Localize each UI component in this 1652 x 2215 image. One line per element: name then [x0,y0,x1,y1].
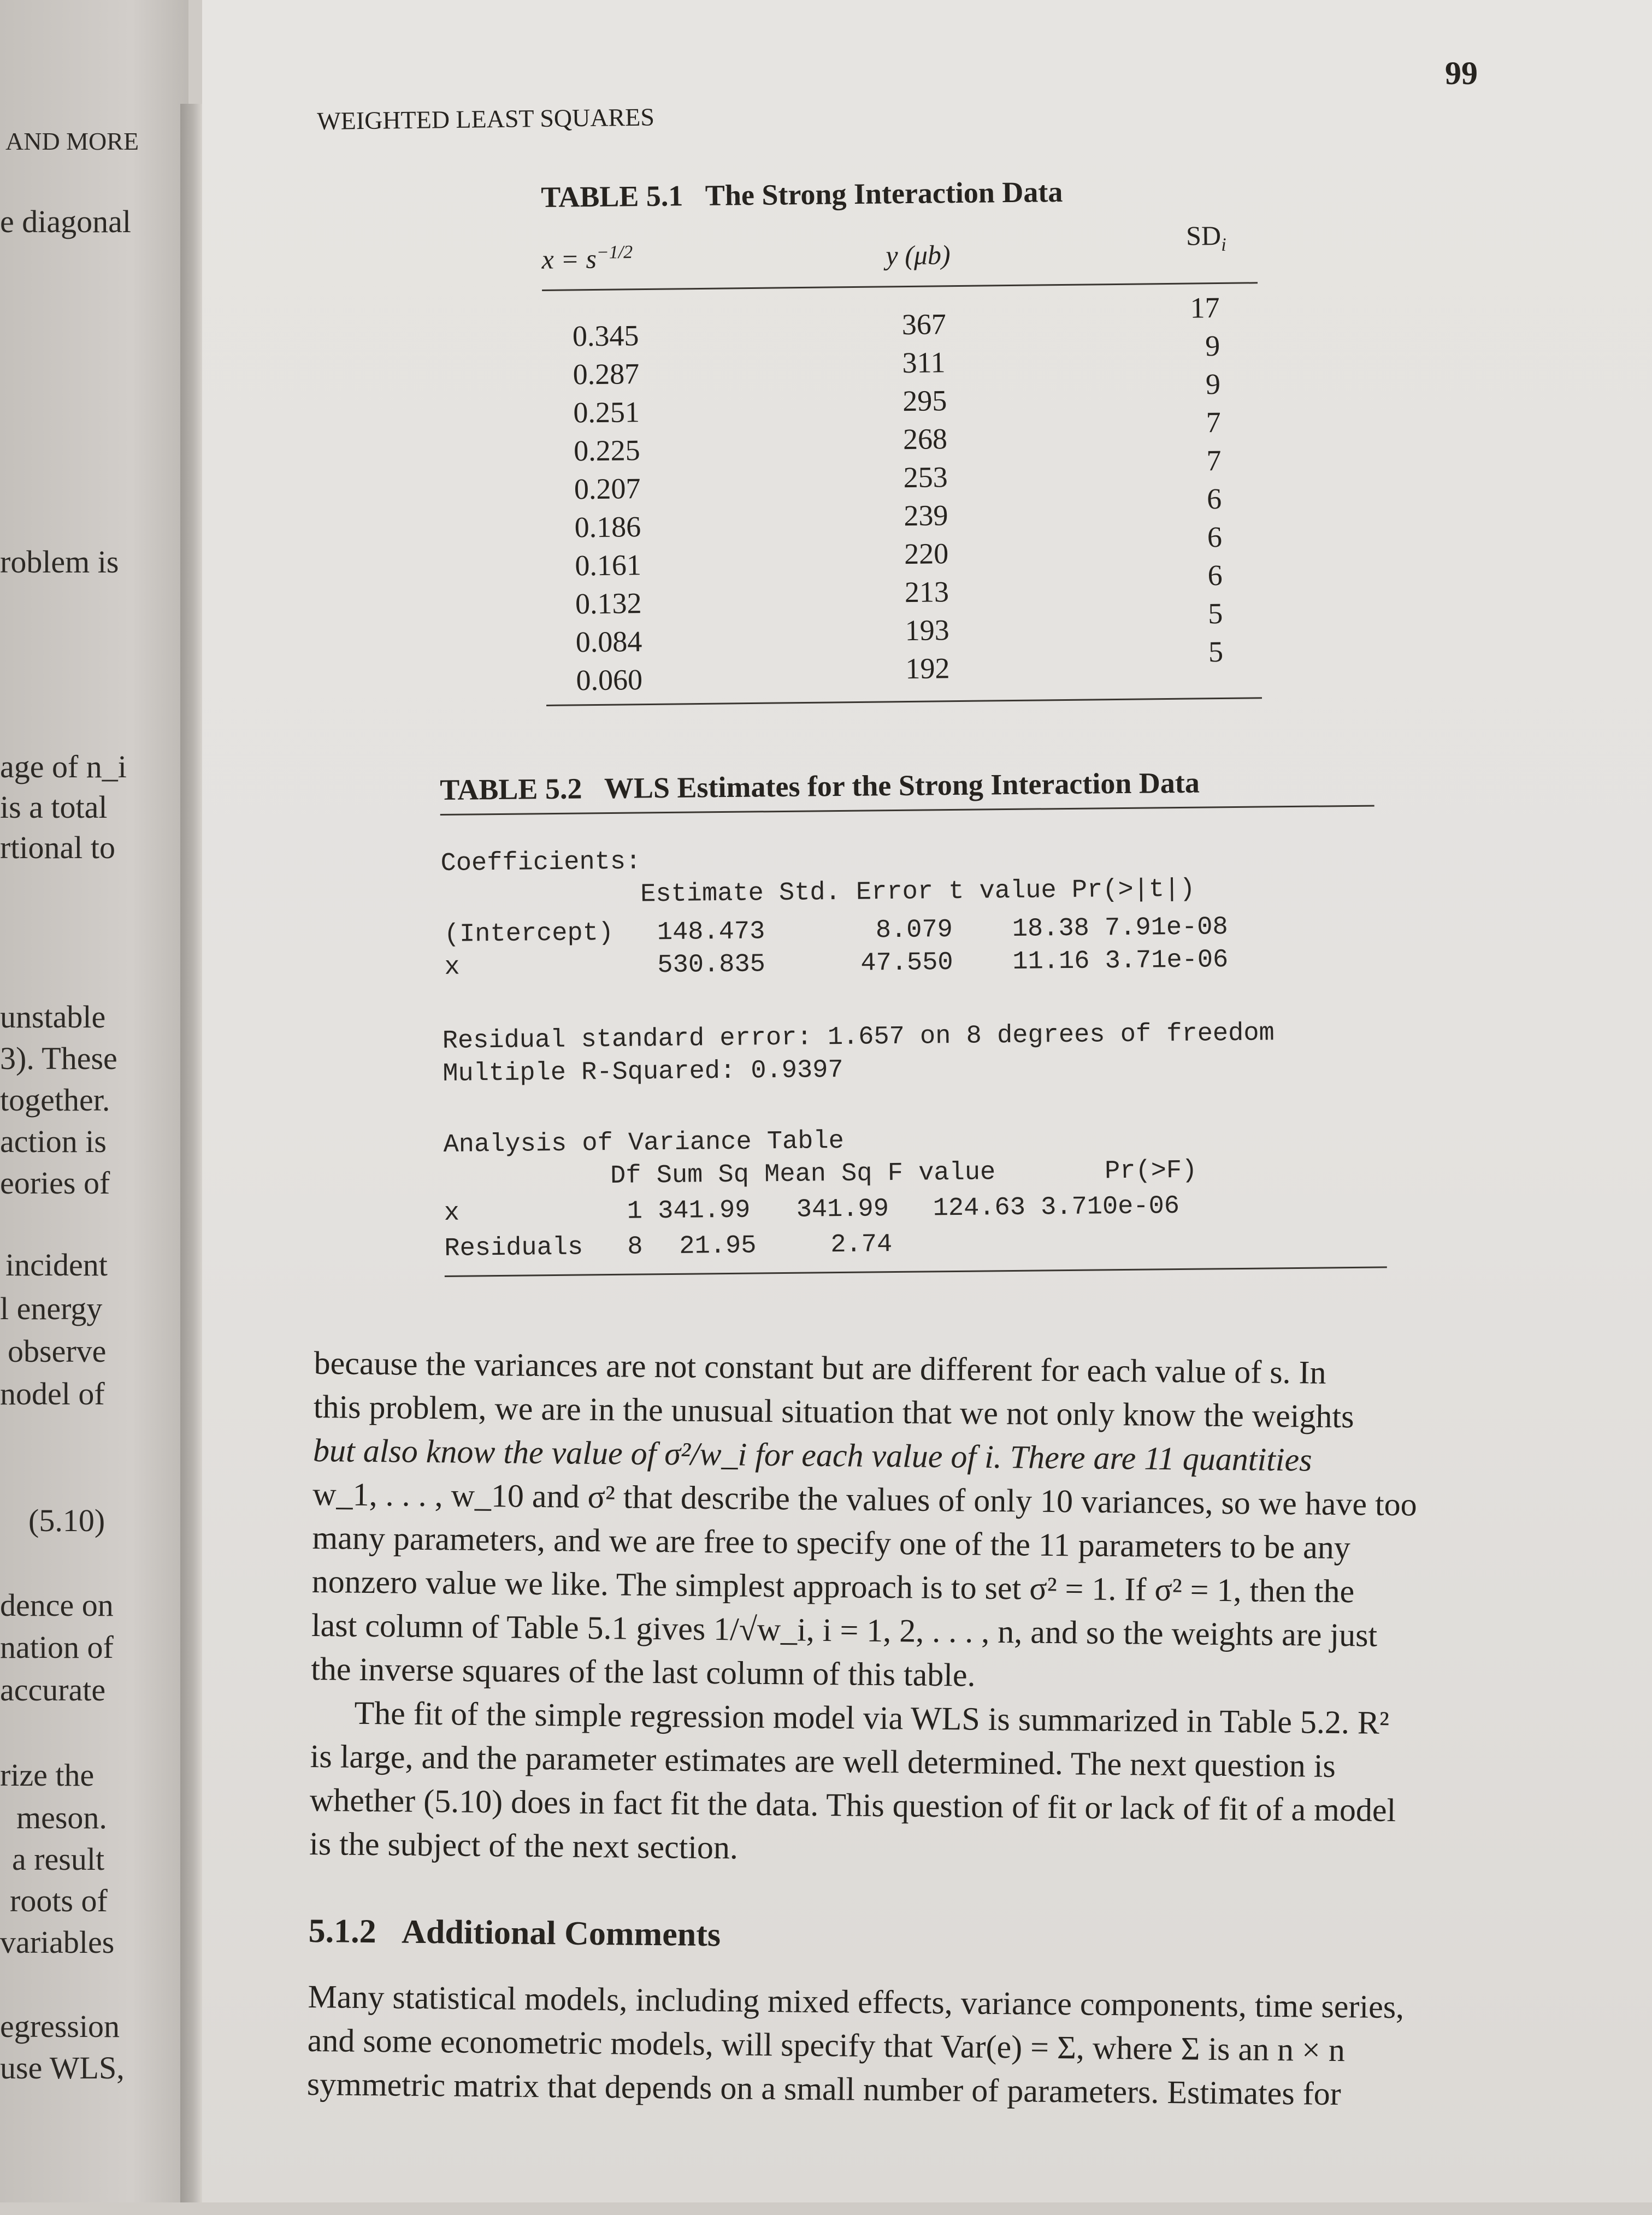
table-number: TABLE 5.1 [541,179,683,214]
left-line: dence on [0,1587,114,1623]
left-line: egression [0,2009,120,2044]
cell-x: 0.132 [575,587,642,621]
anova-meansq: 341.99 [796,1195,889,1225]
cell-y: 239 [904,499,948,533]
text-line: nonzero value we like. The simplest approach is to set σ² = 1. If σ² = 1, then the [311,1563,1355,1610]
cell-sd: 6 [1206,482,1222,516]
text-line: whether (5.10) does in fact fit the data. This question of fit or lack of fit of a model [309,1781,1396,1829]
coef-std-error: 47.550 [860,948,953,978]
anova-df: 8 [627,1232,643,1262]
text-line: because the variances are not constant but are different for each value of s. In [314,1345,1326,1391]
text-line: is large, and the parameter estimates are well determined. The next question is [310,1738,1336,1784]
cell-sd: 5 [1208,635,1224,669]
anova-sumsq: 21.95 [679,1231,757,1261]
running-head: WEIGHTED LEAST SQUARES [317,103,655,135]
left-line: observe [8,1333,107,1369]
cell-x: 0.345 [572,319,639,353]
section-heading [308,1912,721,1954]
cell-sd: 17 [1190,291,1220,324]
coef-estimate: 148.473 [657,917,765,948]
text-line: w_1, . . . , w_10 and σ² that describe the values of only 10 variances, so we have too [312,1475,1418,1523]
text-line: is the subject of the next section. [309,1825,739,1866]
cell-x: 0.225 [573,434,640,468]
cell-y: 295 [902,384,947,418]
left-line: 3). These [0,1041,117,1076]
text-line: Many statistical models, including mixed effects, variance components, time series, [308,1978,1405,2025]
cell-y: 311 [902,346,946,380]
left-line: together. [0,1082,110,1118]
col-header-sd: $SD_i$ [1185,220,1226,255]
left-line: rtional to [0,830,116,865]
text-line: symmetric matrix that depends on a small number of parameters. Estimates for [306,2065,1342,2112]
coef-std-error: 8.079 [875,915,953,946]
anova-term: Residuals [444,1233,583,1263]
left-line: rize the [0,1757,95,1793]
col-header-x: $x = s^{-1/2}$ [541,242,633,275]
col-header-y: y (μb) [886,239,951,271]
cell-sd: 7 [1206,405,1222,439]
text-line: this problem, we are in the unusual situation that we not only know the weights [313,1388,1354,1435]
left-line: accurate [0,1672,106,1708]
table-number: TABLE 5.2 [440,772,582,806]
coef-title: Coefficients: [440,847,641,878]
left-line: nation of [0,1629,114,1665]
text-line: last column of Table 5.1 gives 1/√w_i, i = 1, 2, . . . , n, and so the weights are just [311,1606,1378,1653]
left-line: age of n_i [0,749,127,784]
equation-number: (5.10) [28,1503,105,1538]
table-title: Estimates for the Strong Interaction Data [677,766,1200,804]
cell-sd: 5 [1208,596,1223,630]
cell-y: 193 [905,613,949,647]
title-small-caps: WLS [604,771,670,805]
cell-x: 0.251 [573,395,640,429]
cell-y: 268 [902,422,948,456]
left-line: nodel of [0,1376,105,1411]
text-line: but also know the value of σ²/w_i for each value of i. There are 11 quantities [312,1432,1312,1478]
cell-x: 0.186 [574,510,641,544]
left-line: incident [5,1247,108,1283]
left-line: variables [0,1924,115,1960]
cell-x: 0.207 [574,472,641,506]
text-line: and some econometric models, will specify that Var(e) = Σ, where Σ is an n × n [307,2022,1346,2069]
cell-sd: 6 [1207,558,1223,592]
coef-term: x [444,953,460,982]
left-line: action is [0,1124,107,1159]
left-running-head: AND MORE [5,127,139,155]
anova-header-pr: Pr(>F) [1104,1156,1197,1186]
left-line: is a total [0,789,108,825]
left-line: eories of [0,1165,110,1201]
left-line: roots of [10,1883,108,1918]
cell-y: 192 [905,652,950,686]
section-number: 5.1.2 [308,1912,377,1951]
cell-y: 367 [901,308,947,341]
anova-term: x [444,1198,460,1228]
left-line: meson. [16,1800,107,1835]
anova-f-p: 124.63 3.710e-06 [933,1192,1180,1224]
anova-header: Df Sum Sq Mean Sq F value [610,1158,996,1191]
multiple-r-squared: Multiple R-Squared: 0.9397 [442,1055,843,1089]
left-line: l energy [0,1291,103,1326]
text-line: The fit of the simple regression model via WLS is summarized in Table 5.2. R² [354,1694,1390,1741]
left-line: e diagonal [0,204,131,239]
cell-sd: 6 [1207,520,1223,554]
coef-estimate: 530.835 [657,950,766,980]
cell-y: 253 [903,460,948,494]
left-line: roblem is [0,544,119,580]
residual-standard-error: Residual standard error: 1.657 on 8 degrees of freedom [442,1019,1275,1056]
table-title: The Strong Interaction Data [705,175,1063,212]
left-line: unstable [0,999,106,1035]
section-title: Additional Comments [401,1913,721,1954]
cell-x: 0.060 [576,663,643,697]
left-line: a result [12,1841,105,1877]
cell-x: 0.287 [573,357,640,391]
page-number: 99 [1445,55,1478,91]
cell-x: 0.161 [575,548,642,582]
coef-t-p: 11.16 3.71e-06 [1012,946,1229,977]
coef-t-p: 18.38 7.91e-08 [1012,913,1228,944]
coef-header: Estimate Std. Error t value Pr(>|t|) [640,875,1195,909]
text-line: many parameters, and we are free to specify one of the 11 parameters to be any [312,1519,1351,1566]
cell-sd: 9 [1205,329,1220,363]
anova-meansq: 2.74 [830,1230,893,1260]
anova-df-sumsq: 1 341.99 [627,1196,751,1226]
cell-y: 220 [904,537,949,571]
text-line: the inverse squares of the last column of this table. [310,1650,976,1693]
left-line: use WLS, [0,2050,125,2086]
coef-term: (Intercept) [444,918,614,949]
cell-y: 213 [904,575,949,609]
cell-sd: 9 [1205,367,1221,401]
anova-title: Analysis of Variance Table [443,1126,845,1160]
cell-sd: 7 [1206,444,1222,477]
cell-x: 0.084 [575,625,642,659]
